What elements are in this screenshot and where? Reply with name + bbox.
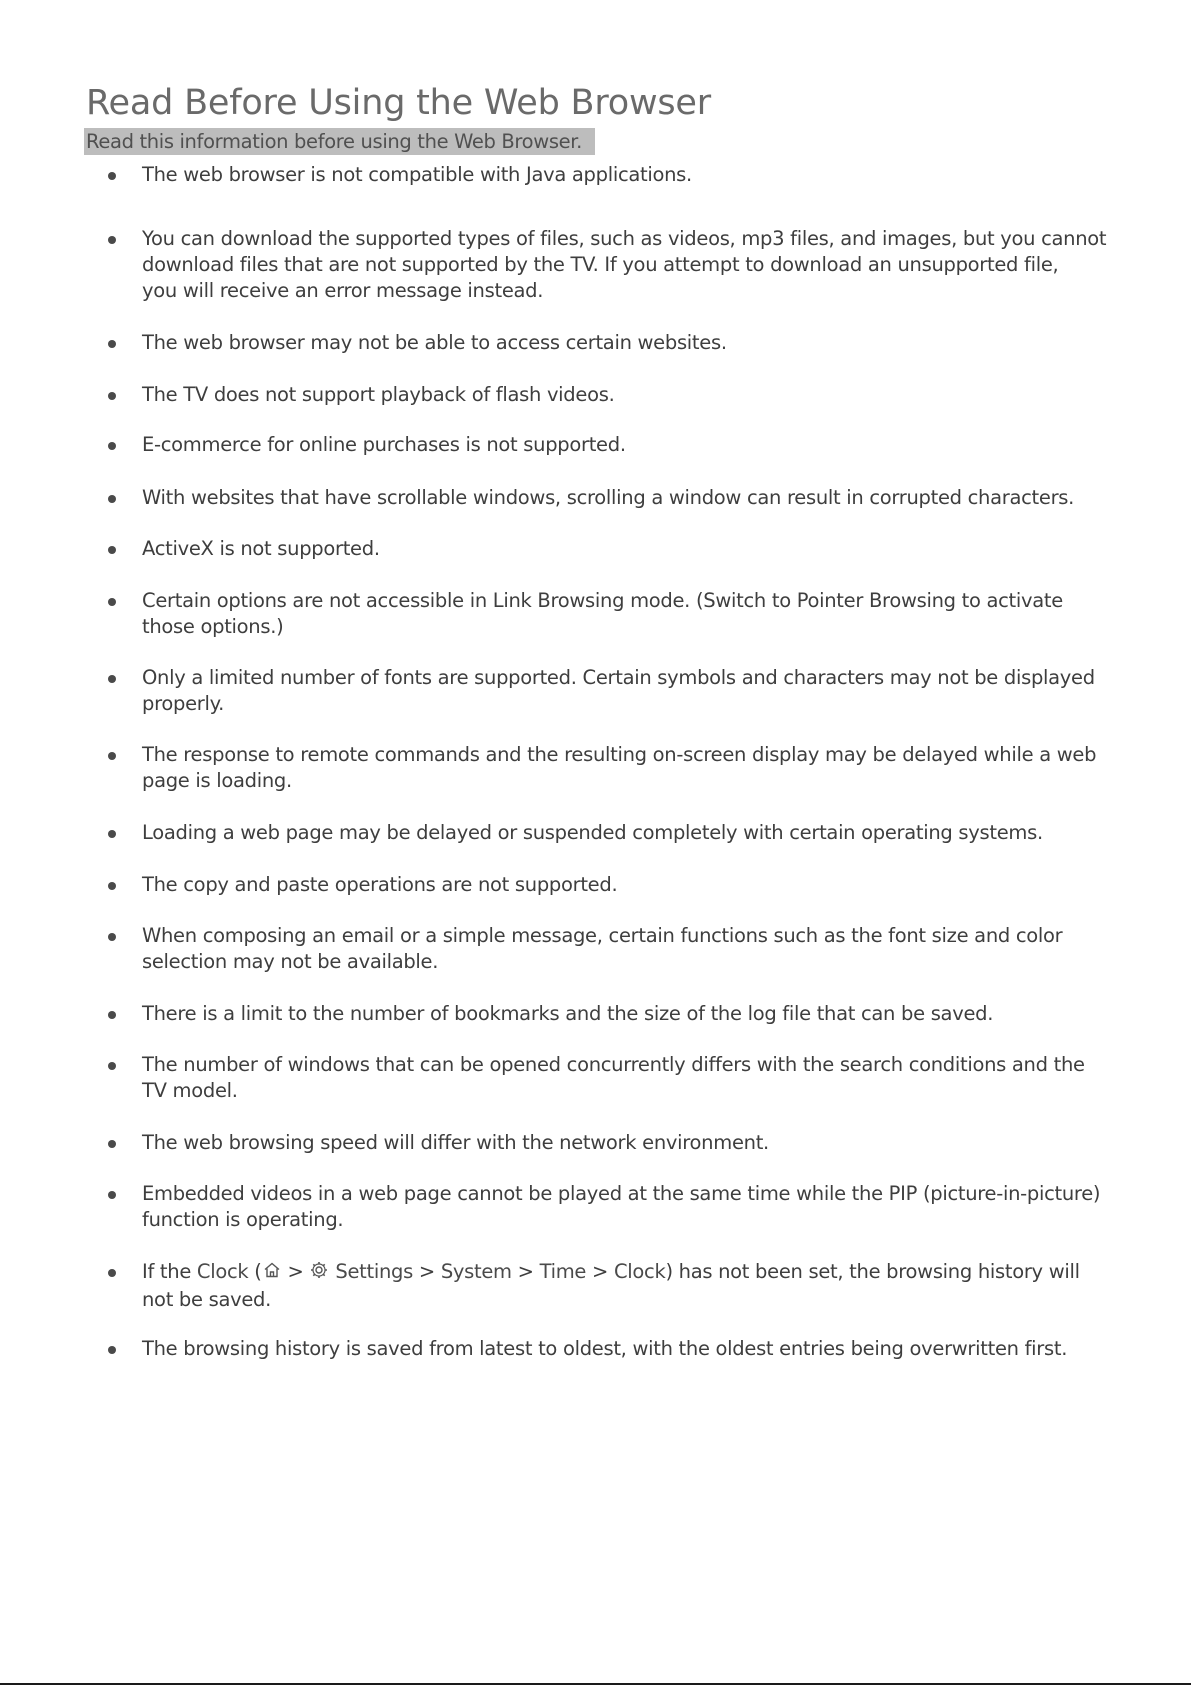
bullet-dot [108, 830, 116, 838]
bullet-dot [108, 1269, 116, 1277]
bullet-dot [108, 392, 116, 400]
bullet-dot [108, 172, 116, 180]
bullet-dot [108, 675, 116, 683]
gear-icon [309, 1260, 329, 1287]
bullet-dot [108, 882, 116, 890]
list-item-text: The TV does not support playback of flash videos. [142, 383, 615, 406]
bullet-dot [108, 752, 116, 760]
list-item-text: The browsing history is saved from latest to oldest, with the oldest entries being overwritten first. [142, 1337, 1068, 1360]
list-item-text: Loading a web page may be delayed or suspended completely with certain operating systems. [142, 821, 1043, 844]
list-item-text: The number of windows that can be opened concurrently differs with the search conditions and the TV model. [142, 1053, 1085, 1102]
subtitle-highlight [84, 128, 595, 155]
list-item-text: ActiveX is not supported. [142, 537, 380, 560]
bullet-dot [108, 546, 116, 554]
bullet-dot [108, 1011, 116, 1019]
list-item-text: You can download the supported types of files, such as videos, mp3 files, and images, but you cannot download files that are not supported by the TV. If you attempt to download an unsupported file, you will receive an error message instead. [142, 227, 1107, 302]
list-item-text: Certain options are not accessible in Link Browsing mode. (Switch to Pointer Browsing to activate those options.) [142, 589, 1063, 638]
bullet-dot [108, 1140, 116, 1148]
list-item-text: The web browser may not be able to access certain websites. [142, 331, 727, 354]
clock-end-label: Clock [613, 1260, 666, 1283]
list-item-text: There is a limit to the number of bookmarks and the size of the log file that can be saved. [142, 1002, 994, 1025]
bullet-dot [108, 1346, 116, 1354]
system-label: System [440, 1260, 512, 1283]
bullet-dot [108, 340, 116, 348]
bullet-dot [108, 236, 116, 244]
list-item-text: With websites that have scrollable windows, scrolling a window can result in corrupted characters. [142, 486, 1075, 509]
clock-label: Clock [196, 1260, 249, 1283]
list-item-text: Embedded videos in a web page cannot be played at the same time while the PIP (picture-in-picture) function is operating. [142, 1182, 1101, 1231]
settings-label: Settings [335, 1260, 413, 1283]
list-item-text: The copy and paste operations are not supported. [142, 873, 618, 896]
list-item-text: If the Clock ( > Settings > System > Time > Clock) has not been set, the browsing history will not be saved. [142, 1260, 1080, 1311]
list-item-text: The web browser is not compatible with Java applications. [142, 163, 692, 186]
list-item-text: The response to remote commands and the resulting on-screen display may be delayed while a web page is loading. [142, 743, 1097, 792]
list-item-text: The web browsing speed will differ with the network environment. [142, 1131, 769, 1154]
list-item-text: Only a limited number of fonts are supported. Certain symbols and characters may not be displayed properly. [142, 666, 1095, 715]
list-item-text: E-commerce for online purchases is not supported. [142, 433, 626, 456]
bullet-dot [108, 1191, 116, 1199]
bullet-dot [108, 598, 116, 606]
page-subtitle: Read this information before using the Web Browser. [86, 130, 583, 153]
bullet-dot [108, 442, 116, 450]
bullet-dot [108, 933, 116, 941]
list-item-text: When composing an email or a simple message, certain functions such as the font size and color selection may not be available. [142, 924, 1063, 973]
bullet-dot [108, 495, 116, 503]
page-title: Read Before Using the Web Browser [86, 83, 711, 123]
home-icon [262, 1260, 282, 1287]
bullet-dot [108, 1062, 116, 1070]
time-label: Time [539, 1260, 587, 1283]
